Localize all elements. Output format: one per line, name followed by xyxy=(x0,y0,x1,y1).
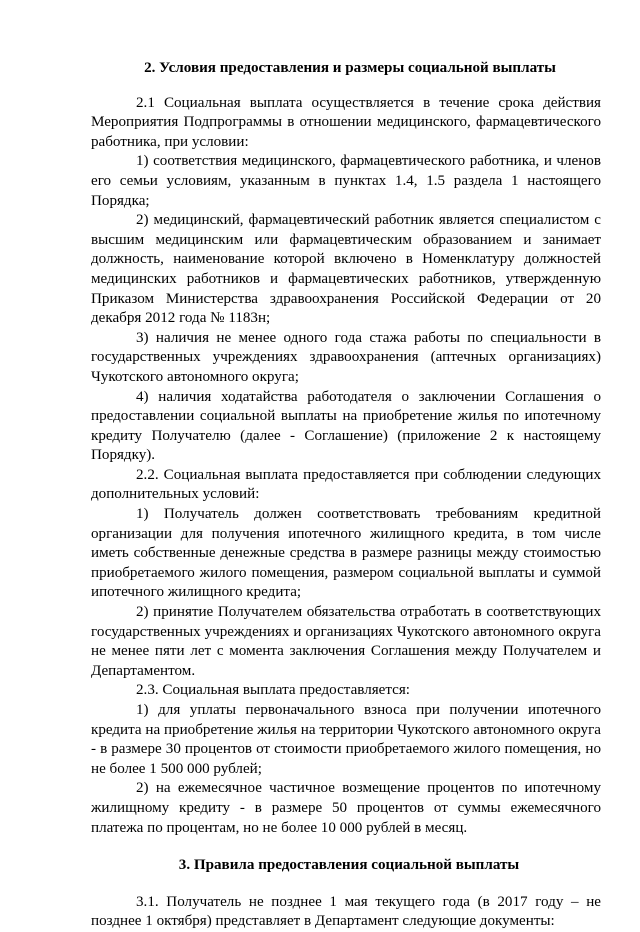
paragraph-3-1: 3.1. Получатель не позднее 1 мая текущего года (в 2017 году – не позднее 1 октября) представляет в Департамент следующие документы: xyxy=(91,893,601,930)
paragraph-2-1-item-4: 4) наличия ходатайства работодателя о заключении Соглашения о предоставлении социальной выплаты на приобретение жилья по ипотечному кредиту Получателю (далее - Соглашение) (приложение 2 к настоящему Порядку). xyxy=(91,388,601,464)
paragraph-2-2-item-1: 1) Получатель должен соответствовать требованиям кредитной организации для получения ипотечного жилищного кредита, в том числе иметь собственные денежные средства в размере разницы между стоимостью приобретаемого жилого помещения, размером социальной выплаты и суммой ипотечного жилищного кредита; xyxy=(91,506,601,601)
paragraph-2-3: 2.3. Социальная выплата предоставляется: xyxy=(136,682,410,699)
paragraph-2-3-item-2: 2) на ежемесячное частичное возмещение процентов по ипотечному жилищному кредиту - в размере 50 процентов от суммы ежемесячного платежа по процентам, но не более 10 000 рублей в месяц. xyxy=(91,780,601,836)
section-3-heading: 3. Правила предоставления социальной выплаты xyxy=(178,857,520,874)
section-2-heading: 2. Условия предоставления и размеры социальной выплаты xyxy=(144,60,556,76)
paragraph-2-1-item-2: 2) медицинский, фармацевтический работник является специалистом с высшим медицинским или фармацевтическим образованием и занимает должность, наименование которой включено в Номенклатуру должностей медицинских работников и фармацевтических работников, утвержденную Приказом Министерства здравоохранения Российской Федерации от 20 декабря 2012 года № 1183н; xyxy=(91,212,601,327)
paragraph-2-2-item-2: 2) принятие Получателем обязательства отработать в соответствующих государственных учреждениях и организациях Чукотского автономного округа не менее пяти лет с момента заключения Соглашения между Получателем и Департаментом. xyxy=(91,604,601,679)
paragraph-2-3-item-1: 1) для уплаты первоначального взноса при получении ипотечного кредита на приобретение жилья на территории Чукотского автономного округа - в размере 30 процентов от стоимости приобретаемого жилого помещения, но не более 1 500 000 рублей; xyxy=(91,702,601,777)
paragraph-2-1-item-1: 1) соответствия медицинского, фармацевтического работника, и членов его семьи условиям, указанным в пунктах 1.4, 1.5 раздела 1 настоящего Порядка; xyxy=(91,153,601,209)
paragraph-2-1-item-3: 3) наличия не менее одного года стажа работы по специальности в государственных учреждениях здравоохранения (аптечных организациях) Чукотского автономного округа; xyxy=(91,329,601,385)
document-body xyxy=(91,59,601,932)
paragraph-2-2: 2.2. Социальная выплата предоставляется при соблюдении следующих дополнительных условий: xyxy=(91,466,601,503)
paragraph-2-1: 2.1 Социальная выплата осуществляется в течение срока действия Мероприятия Подпрограммы в отношении медицинского, фармацевтического работника, при условии: xyxy=(91,94,601,150)
